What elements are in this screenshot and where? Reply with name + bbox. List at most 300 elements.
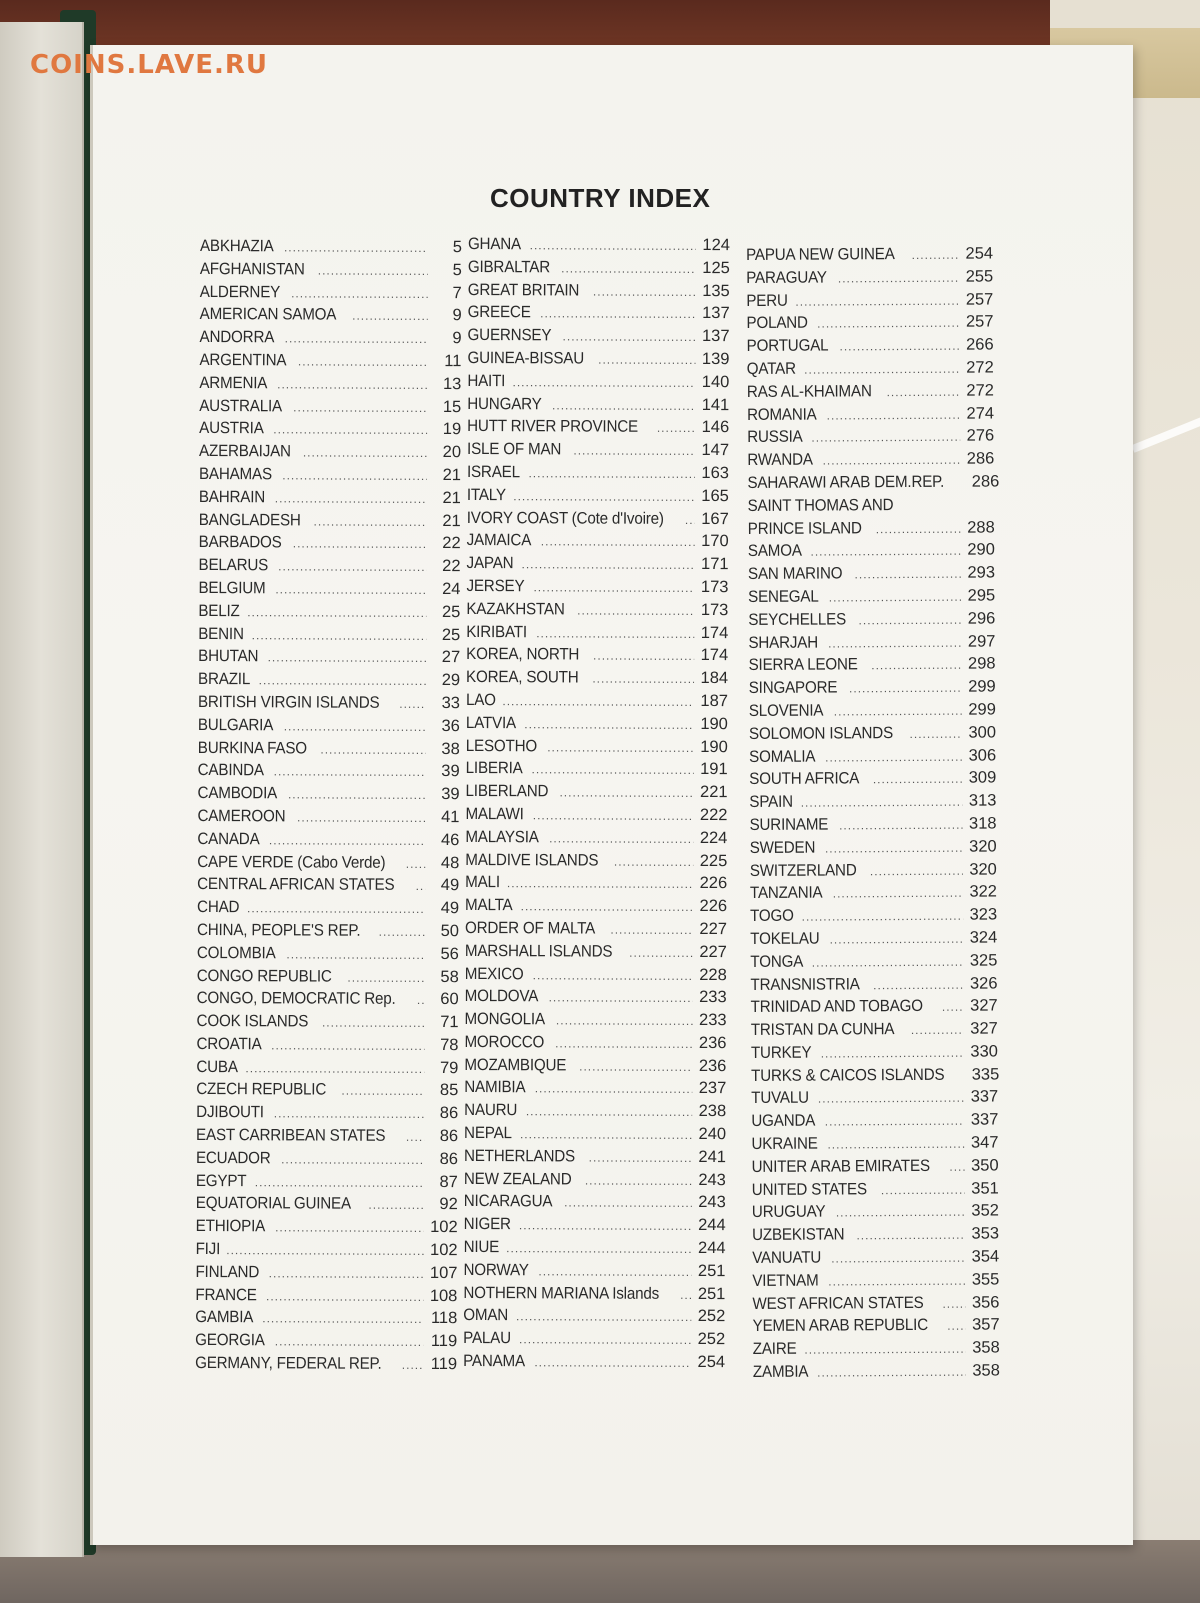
index-entry <box>197 989 459 1013</box>
dot-leader <box>293 537 427 552</box>
dot-leader <box>836 1205 965 1220</box>
index-entry <box>747 450 994 474</box>
page-number: 49 <box>440 899 460 918</box>
index-entry <box>200 237 462 261</box>
dot-leader <box>829 590 962 605</box>
index-entry <box>199 556 461 580</box>
index-entry <box>196 1126 458 1150</box>
index-entry <box>751 1088 998 1112</box>
dot-leader <box>293 400 427 415</box>
dot-leader <box>352 309 428 323</box>
page-number: 236 <box>698 1033 727 1053</box>
page-number: 335 <box>971 1065 1000 1084</box>
dot-leader <box>278 560 426 575</box>
dot-leader <box>291 286 428 301</box>
country-name: BULGARIA <box>197 715 274 735</box>
country-name: CAMBODIA <box>197 784 278 803</box>
page-number: 254 <box>697 1353 726 1372</box>
dot-leader <box>804 362 960 377</box>
country-name: CONGO, DEMOCRATIC Rep. <box>196 989 396 1009</box>
country-name: BURKINA FASO <box>197 738 307 758</box>
country-name: PORTUGAL <box>746 336 829 356</box>
index-entry <box>749 746 996 770</box>
dot-leader <box>854 567 961 582</box>
index-entry <box>752 1179 999 1203</box>
index-entry <box>467 509 729 533</box>
index-entry <box>465 896 727 920</box>
index-entry <box>749 769 996 793</box>
page-number: 135 <box>702 281 730 300</box>
index-entry <box>197 944 459 968</box>
page-number: 22 <box>442 534 461 553</box>
country-name: HAITI <box>467 371 506 390</box>
dot-leader <box>821 1046 964 1061</box>
dot-leader <box>561 261 696 276</box>
page-number: 24 <box>442 580 461 599</box>
dot-leader <box>870 863 963 878</box>
index-entry <box>748 495 995 519</box>
dot-leader <box>285 332 428 347</box>
dot-leader <box>273 423 427 438</box>
page-number: 288 <box>967 518 995 537</box>
dot-leader <box>873 977 963 992</box>
dot-leader <box>856 1228 965 1243</box>
page-number: 295 <box>967 586 996 605</box>
index-column-1 <box>195 237 462 1378</box>
country-name: RWANDA <box>747 450 813 470</box>
index-entry <box>468 281 730 305</box>
dot-leader <box>839 818 963 833</box>
dot-leader <box>281 1152 424 1167</box>
country-name: MALAWI <box>465 804 524 824</box>
country-name: PANAMA <box>463 1352 526 1371</box>
index-entry <box>752 1270 999 1294</box>
country-name: COLOMBIA <box>196 943 276 963</box>
country-name: PERU <box>746 291 788 310</box>
country-name: KAZAKHSTAN <box>466 599 565 619</box>
page-number: 139 <box>701 350 730 369</box>
page-number: 327 <box>970 1019 998 1038</box>
page-number: 118 <box>430 1309 458 1328</box>
index-entry <box>463 1261 725 1285</box>
index-entry <box>196 1240 458 1264</box>
index-entry <box>751 1020 998 1044</box>
dot-leader <box>825 840 963 855</box>
index-entry <box>751 1134 998 1158</box>
index-entry <box>466 782 728 806</box>
page-number: 252 <box>697 1307 726 1326</box>
country-name: MONGOLIA <box>464 1010 545 1029</box>
dot-leader <box>320 742 425 756</box>
country-name: ARGENTINA <box>199 350 287 370</box>
dot-leader <box>592 672 694 686</box>
page-number: 146 <box>701 418 730 437</box>
country-name: BHUTAN <box>198 647 259 666</box>
index-entry <box>752 1202 999 1226</box>
dot-leader <box>577 603 694 618</box>
dot-leader <box>547 740 694 755</box>
index-entry <box>197 830 459 854</box>
country-name: RUSSIA <box>747 428 803 447</box>
index-entry <box>748 609 995 633</box>
country-name: NEPAL <box>464 1124 512 1143</box>
dot-leader <box>533 808 694 823</box>
dot-leader <box>535 1082 693 1097</box>
dot-leader <box>252 628 427 643</box>
page-number: 286 <box>966 449 995 468</box>
page-number: 233 <box>699 988 727 1007</box>
index-entry <box>199 442 461 466</box>
dot-leader <box>593 649 694 663</box>
country-name: NOTHERN MARIANA Islands <box>463 1283 660 1303</box>
index-entry <box>466 759 728 783</box>
dot-leader <box>838 270 959 285</box>
dot-leader <box>549 991 693 1006</box>
index-entry <box>196 1194 458 1218</box>
page-number: 86 <box>439 1127 459 1146</box>
index-entry <box>467 531 729 555</box>
page-number: 238 <box>698 1102 727 1121</box>
dot-leader <box>288 788 426 803</box>
dot-leader <box>563 330 696 345</box>
dot-leader <box>825 1114 965 1129</box>
dot-leader <box>540 307 696 322</box>
dot-leader <box>552 398 695 413</box>
country-name: SOLOMON ISLANDS <box>748 723 894 743</box>
country-name: PALAU <box>463 1329 511 1348</box>
index-entry <box>195 1263 457 1287</box>
index-entry <box>467 372 729 396</box>
dot-leader <box>559 786 693 801</box>
page-number: 125 <box>702 258 730 277</box>
index-entry <box>464 1033 726 1057</box>
country-name: AMERICAN SAMOA <box>199 305 337 324</box>
dot-leader <box>825 749 962 764</box>
dot-leader <box>573 444 695 459</box>
page-number: 347 <box>970 1133 999 1152</box>
dot-leader <box>680 1288 691 1302</box>
dot-leader <box>341 1084 424 1098</box>
page-number: 351 <box>971 1179 999 1198</box>
country-name: TOKELAU <box>750 929 820 948</box>
page-number: 309 <box>968 768 997 787</box>
page-number: 27 <box>441 648 461 667</box>
dot-leader <box>881 1182 965 1197</box>
index-entry <box>466 737 728 761</box>
country-name: RAS AL-KHAIMAN <box>746 382 872 401</box>
country-name: CZECH REPUBLIC <box>196 1080 327 1100</box>
index-entry <box>752 1293 999 1317</box>
page-number: 5 <box>452 260 462 279</box>
dot-leader <box>226 1243 423 1258</box>
dot-leader <box>942 1296 965 1310</box>
index-entry <box>753 1339 1000 1363</box>
country-name: GHANA <box>467 235 522 254</box>
dot-leader <box>259 673 426 688</box>
page-number: 276 <box>966 426 995 446</box>
dot-leader <box>274 1107 424 1122</box>
dot-leader <box>519 1332 691 1347</box>
page-number: 60 <box>440 990 459 1009</box>
country-name: UNITED STATES <box>751 1179 867 1199</box>
index-entry <box>747 427 994 451</box>
page-number: 228 <box>699 965 727 984</box>
country-name: TRINIDAD AND TOBAGO <box>750 997 923 1017</box>
country-name: BAHRAIN <box>198 487 266 507</box>
page-number: 50 <box>440 921 460 941</box>
page-number: 257 <box>965 312 994 332</box>
country-name: URUGUAY <box>751 1203 826 1222</box>
country-name: CABINDA <box>197 761 264 780</box>
dot-leader <box>828 635 961 650</box>
index-entry <box>199 488 461 512</box>
page-number: 252 <box>697 1330 726 1349</box>
country-name: GREAT BRITAIN <box>467 280 580 300</box>
index-entry <box>746 313 993 337</box>
page-number: 241 <box>698 1147 727 1167</box>
dot-leader <box>534 1355 691 1370</box>
page-number: 167 <box>701 509 729 528</box>
country-name: MOLDOVA <box>464 987 539 1006</box>
index-entry <box>751 1111 998 1135</box>
country-name: ZAMBIA <box>752 1362 809 1382</box>
index-entry <box>199 465 461 489</box>
dot-leader <box>399 697 426 711</box>
index-entry <box>197 875 459 899</box>
country-name: NAURU <box>464 1101 518 1120</box>
country-name: ISLE OF MAN <box>467 440 562 459</box>
page-number: 86 <box>439 1104 459 1123</box>
dot-leader <box>834 704 962 719</box>
country-name: CAMEROON <box>197 806 286 826</box>
page-number: 320 <box>969 837 997 856</box>
page-number: 39 <box>441 762 460 781</box>
page-number: 272 <box>966 381 994 400</box>
country-name: GREECE <box>467 303 531 322</box>
page-number: 119 <box>430 1355 458 1374</box>
index-entry <box>751 1042 998 1066</box>
page-number: 46 <box>440 830 460 849</box>
page-number: 22 <box>442 557 461 576</box>
page-number: 299 <box>968 677 996 696</box>
page-number: 358 <box>972 1338 1000 1357</box>
page-number: 254 <box>965 244 994 263</box>
index-entry <box>463 1352 725 1376</box>
index-entry <box>747 472 1000 496</box>
page-number: 327 <box>970 996 998 1015</box>
index-entry <box>749 792 996 816</box>
country-name: AUSTRIA <box>199 419 264 438</box>
country-name: AZERBAIJAN <box>199 442 291 461</box>
index-entry <box>200 283 462 307</box>
page-number: 163 <box>701 463 730 483</box>
page-number: 255 <box>965 267 994 286</box>
country-name: GERMANY, FEDERAL REP. <box>195 1354 382 1373</box>
index-entry <box>198 784 460 808</box>
index-entry <box>466 577 728 601</box>
country-name: MALI <box>465 873 500 892</box>
index-entry <box>199 351 461 375</box>
index-entry <box>196 1172 458 1196</box>
page-number: 353 <box>971 1224 1000 1243</box>
country-name: ETHIOPIA <box>195 1217 266 1236</box>
country-name: HUNGARY <box>467 394 542 413</box>
country-name: IVORY COAST (Cote d'Ivoire) <box>466 508 664 528</box>
page-number: 102 <box>430 1218 458 1237</box>
dot-leader <box>513 489 695 504</box>
page-number: 352 <box>971 1201 999 1221</box>
page-number: 337 <box>970 1110 999 1129</box>
country-name: BANGLADESH <box>198 510 301 530</box>
country-name: SAINT THOMAS AND <box>747 495 894 515</box>
page-number: 237 <box>698 1079 727 1098</box>
index-entry <box>748 564 995 588</box>
index-entry <box>464 1170 726 1194</box>
page-number: 25 <box>441 602 461 621</box>
dot-leader <box>598 353 695 367</box>
page-number: 174 <box>700 623 729 642</box>
index-entry <box>748 518 995 542</box>
index-entry <box>467 486 729 510</box>
page-number: 293 <box>967 563 996 582</box>
dot-leader <box>507 876 693 891</box>
country-name: BARBADOS <box>198 533 282 552</box>
country-name: UZBEKISTAN <box>751 1225 845 1245</box>
dot-leader <box>949 1160 964 1174</box>
index-entry <box>750 883 997 907</box>
dot-leader <box>804 1342 965 1357</box>
page-number: 337 <box>970 1087 999 1107</box>
index-entry <box>465 919 727 943</box>
country-name: TURKEY <box>750 1043 812 1062</box>
index-entry <box>753 1362 1000 1386</box>
index-entry <box>753 1316 1000 1340</box>
index-entry <box>196 1103 458 1127</box>
page-number: 71 <box>440 1013 459 1032</box>
country-name: NICARAGUA <box>463 1192 553 1211</box>
page-number: 119 <box>430 1332 458 1351</box>
index-entry <box>199 374 461 398</box>
dot-leader <box>303 446 427 461</box>
country-name: MOROCCO <box>464 1032 545 1052</box>
country-name: JERSEY <box>466 576 525 596</box>
country-name: AUSTRALIA <box>199 396 283 415</box>
page-number: 147 <box>701 441 730 460</box>
index-entry <box>749 655 996 679</box>
country-name: NORWAY <box>463 1260 529 1280</box>
page-number: 78 <box>440 1035 459 1055</box>
dot-leader <box>823 453 961 468</box>
page-number: 20 <box>442 443 462 462</box>
dot-leader <box>818 1091 964 1106</box>
page-number: 251 <box>697 1261 726 1280</box>
dot-leader <box>277 377 427 392</box>
index-entry <box>464 1192 726 1216</box>
dot-leader <box>538 1264 691 1279</box>
index-entry <box>198 761 460 785</box>
page-number: 170 <box>701 532 729 551</box>
dot-leader <box>564 1196 692 1211</box>
dot-leader <box>858 612 961 627</box>
page-number: 39 <box>441 785 460 804</box>
index-entry <box>746 267 993 291</box>
index-entry <box>467 440 729 464</box>
country-name: SIERRA LEONE <box>748 655 858 675</box>
dot-leader <box>314 514 427 528</box>
country-name: EAST CARRIBEAN STATES <box>196 1126 386 1145</box>
country-name: SINGAPORE <box>748 678 838 698</box>
country-name: LATVIA <box>465 713 516 732</box>
dot-leader <box>532 763 694 778</box>
index-entry <box>468 235 730 259</box>
index-entry <box>751 1065 998 1089</box>
country-name: TOGO <box>750 906 794 926</box>
dot-leader <box>347 970 424 984</box>
index-entry <box>747 336 994 360</box>
index-entry <box>467 417 729 441</box>
index-entry <box>467 554 729 578</box>
page-number: 226 <box>699 874 728 893</box>
page-number: 224 <box>699 828 728 847</box>
page-number: 266 <box>966 335 994 354</box>
index-entry <box>466 714 728 738</box>
country-name: QATAR <box>746 359 796 378</box>
country-name: MOZAMBIQUE <box>464 1055 567 1075</box>
dot-leader <box>524 717 694 732</box>
dot-leader <box>269 833 425 848</box>
country-name: BELGIUM <box>198 578 266 598</box>
dot-leader <box>876 521 961 536</box>
dot-leader <box>812 954 964 969</box>
index-entry <box>198 602 460 626</box>
dot-leader <box>521 899 693 914</box>
index-entry <box>196 1149 458 1173</box>
country-name: LAO <box>465 690 496 710</box>
country-name: TRISTAN DA CUNHA <box>750 1020 895 1040</box>
page-number: 137 <box>701 327 730 346</box>
dot-leader <box>536 626 694 641</box>
dot-leader <box>275 491 427 506</box>
index-entry <box>465 805 727 829</box>
country-name: FINLAND <box>195 1262 260 1282</box>
country-name: SURINAME <box>749 815 829 834</box>
page-number: 233 <box>699 1011 727 1030</box>
page-number: 107 <box>429 1263 458 1282</box>
page-number: 326 <box>969 973 998 993</box>
index-entry <box>464 1215 726 1239</box>
dot-leader <box>275 1335 423 1350</box>
index-entry <box>200 305 462 329</box>
country-name: BRITISH VIRGIN ISLANDS <box>197 692 380 712</box>
index-entry <box>750 974 997 998</box>
page-number: 355 <box>971 1270 1000 1289</box>
dot-leader <box>297 810 425 825</box>
page-number: 320 <box>969 859 997 879</box>
country-name: TONGA <box>750 952 804 971</box>
index-entry <box>750 928 997 952</box>
index-entry <box>747 381 994 405</box>
dot-leader <box>942 1000 964 1014</box>
dot-leader <box>322 1016 425 1030</box>
dot-leader <box>266 1289 423 1304</box>
index-entry <box>197 807 459 831</box>
page-number: 354 <box>971 1247 1000 1266</box>
dot-leader <box>516 1310 691 1325</box>
index-entry <box>463 1284 725 1308</box>
page-number: 274 <box>966 404 995 423</box>
index-entry <box>749 814 996 838</box>
country-name: MEXICO <box>464 964 524 983</box>
